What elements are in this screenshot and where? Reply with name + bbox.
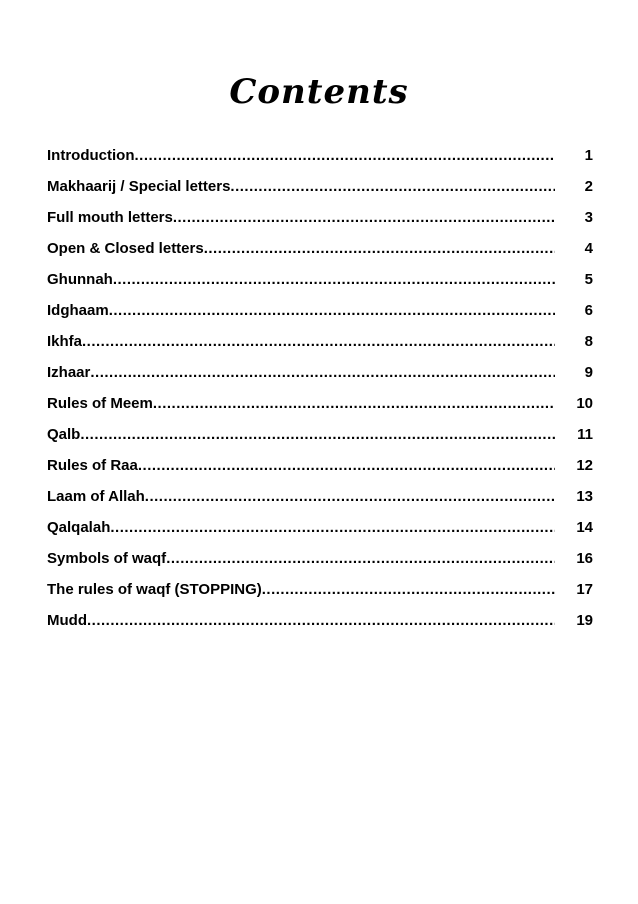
toc-entry [47,240,555,257]
toc-entry [47,395,555,412]
toc-entry [47,488,555,505]
toc-entry [47,147,555,164]
toc-entry [47,426,555,443]
toc-entry [47,519,555,536]
toc-row-qalb[interactable] [47,419,593,450]
toc-page-number: 19 [576,612,593,629]
toc-row-makhaarij[interactable] [47,171,593,202]
table-of-contents [47,140,593,636]
toc-row-introduction[interactable] [47,140,593,171]
toc-page-number: 5 [584,271,593,288]
toc-leader-dots [173,209,555,226]
toc-title: Idghaam [47,302,109,319]
toc-page-number: 13 [576,488,593,505]
toc-title: Ikhfa [47,333,83,350]
page-title: Contents [229,72,409,112]
toc-page-number: 4 [584,240,593,257]
toc-row-ghunnah[interactable] [47,264,593,295]
toc-row-idghaam[interactable] [47,295,593,326]
toc-page-number: 3 [584,209,593,226]
toc-page-number: 1 [584,147,593,164]
toc-page-number: 10 [576,395,593,412]
toc-page-number: 11 [577,426,593,443]
toc-page-number: 16 [576,550,593,567]
toc-title: Mudd [47,612,87,629]
toc-title: The rules of waqf (STOPPING) [47,581,262,598]
toc-title: Rules of Raa [47,457,138,474]
toc-row-rules-of-raa[interactable] [47,450,593,481]
toc-title: Ghunnah [47,271,113,288]
toc-leader-dots [138,457,555,474]
toc-leader-dots [134,147,555,164]
toc-page-number: 8 [584,333,593,350]
toc-page-number: 9 [584,364,593,381]
toc-leader-dots [145,488,555,505]
toc-entry [47,612,555,629]
toc-entry [47,457,555,474]
toc-leader-dots [90,364,555,381]
toc-row-qalqalah[interactable] [47,512,593,543]
toc-title: Izhaar [47,364,91,381]
toc-leader-dots [109,302,555,319]
toc-title: Open & Closed letters [47,240,204,257]
toc-entry [47,581,555,598]
toc-leader-dots [230,178,555,195]
toc-leader-dots [204,240,555,257]
toc-leader-dots [80,426,555,443]
toc-title: Introduction [47,147,135,164]
toc-title: Qalqalah [47,519,111,536]
toc-leader-dots [166,550,555,567]
toc-leader-dots [110,519,555,536]
toc-entry [47,550,555,567]
toc-row-mudd[interactable] [47,605,593,636]
toc-title: Laam of Allah [47,488,145,505]
toc-title: Makhaarij / Special letters [47,178,231,195]
toc-row-open-closed-letters[interactable] [47,233,593,264]
toc-entry [47,209,555,226]
toc-title: Symbols of waqf [47,550,167,567]
toc-row-ikhfa[interactable] [47,326,593,357]
toc-entry [47,302,555,319]
toc-entry [47,333,555,350]
toc-row-full-mouth-letters[interactable] [47,202,593,233]
toc-page-number: 14 [576,519,593,536]
toc-title: Rules of Meem [47,395,153,412]
toc-entry [47,364,555,381]
toc-page-number: 12 [576,457,593,474]
toc-row-rules-of-waqf[interactable] [47,574,593,605]
toc-title: Full mouth letters [47,209,173,226]
toc-page-number: 6 [584,302,593,319]
toc-row-laam-of-allah[interactable] [47,481,593,512]
toc-leader-dots [262,581,555,598]
toc-leader-dots [87,612,555,629]
toc-leader-dots [82,333,555,350]
toc-entry [47,271,555,288]
toc-row-izhaar[interactable] [47,357,593,388]
toc-title: Qalb [47,426,81,443]
toc-leader-dots [113,271,555,288]
toc-row-symbols-of-waqf[interactable] [47,543,593,574]
toc-page-number: 17 [576,581,593,598]
toc-entry [47,178,555,195]
toc-row-rules-of-meem[interactable] [47,388,593,419]
toc-page-number: 2 [584,178,593,195]
toc-leader-dots [153,395,555,412]
